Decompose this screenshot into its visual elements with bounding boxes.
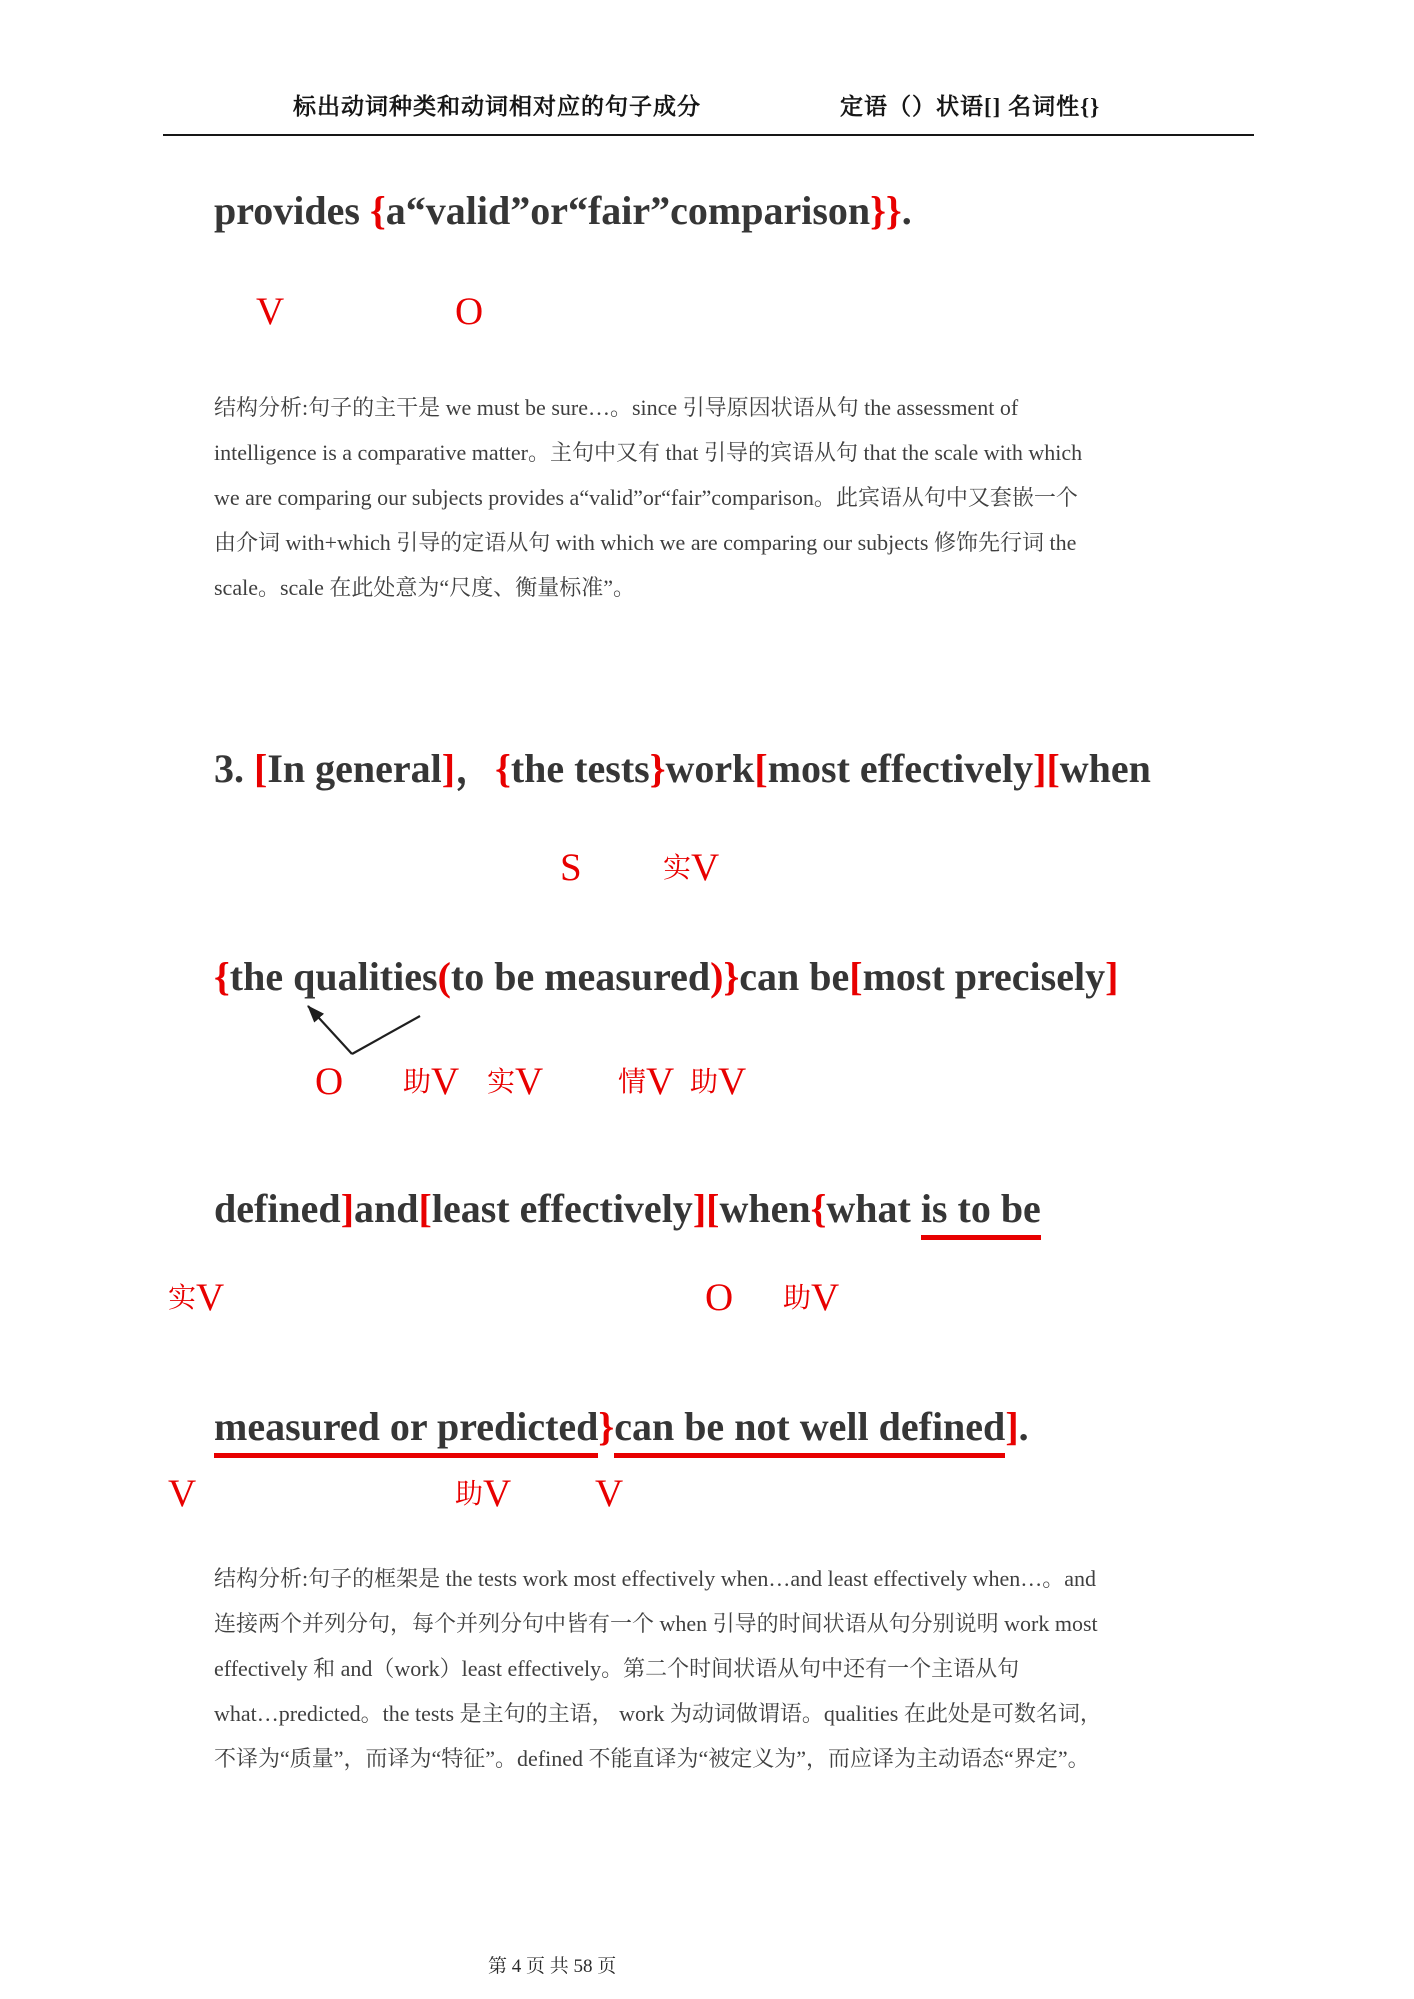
bracket-mark: }: [649, 746, 666, 791]
zhu-v-label-3: [783, 1278, 839, 1317]
v-char: V: [811, 1276, 840, 1319]
zhu-char: 助: [403, 1067, 432, 1098]
shi-char: 实: [168, 1283, 197, 1314]
bracket-mark: ]: [1105, 954, 1119, 999]
header-rule: [163, 134, 1254, 136]
bracket-mark: ]: [340, 1186, 355, 1231]
paragraph-line: 结构分析:句子的框架是 the tests work most effectively when…and least effectively when…。and: [214, 1566, 1097, 1591]
sentence-text: is to be: [921, 1186, 1041, 1240]
bracket-mark: {: [810, 1186, 827, 1231]
sentence-text: the qualities: [229, 954, 438, 999]
sentence-text: defined: [214, 1186, 341, 1231]
bracket-mark: ][: [692, 1186, 720, 1231]
sentence-text: ，: [455, 746, 496, 791]
paragraph-line: 结构分析:句子的主干是 we must be sure…。since 引导原因状语从句 the assessment of: [214, 395, 1019, 420]
zhu-v-label-4: [455, 1474, 511, 1513]
sentence-text: what: [826, 1186, 921, 1231]
zhu-char: 助: [783, 1283, 812, 1314]
v-char: V: [718, 1060, 747, 1103]
arrow-line-left: [308, 1006, 352, 1054]
sentence-text: least effectively: [431, 1186, 693, 1231]
v-char: V: [691, 846, 720, 889]
sentence-text: to be measured: [450, 954, 711, 999]
sentence-text: most effectively: [767, 746, 1034, 791]
paragraph-line: effectively 和 and（work）least effectively。第二个时间状语从句中还有一个主语从句: [214, 1656, 1020, 1681]
paragraph-line: intelligence is a comparative matter。主句中又有 that 引导的宾语从句 that the scale with which: [214, 440, 1083, 465]
bracket-mark: {: [369, 188, 386, 233]
subject-label: S: [560, 846, 582, 889]
verb-label-3: V: [595, 1472, 624, 1515]
bracket-mark: {: [214, 954, 230, 999]
shi-char: 实: [663, 853, 692, 884]
object-label-3: O: [705, 1276, 734, 1319]
sentence-text: a“valid”or“fair”comparison: [385, 188, 871, 233]
bracket-mark: }}: [870, 188, 902, 233]
paragraph-line: 由介词 with+which 引导的定语从句 with which we are comparing our subjects 修饰先行词 the: [214, 530, 1077, 555]
paragraph-line: 不译为“质量”，而译为“特征”。defined 不能直译为“被定义为”，而应译为主动语态“界定”。: [214, 1746, 1090, 1771]
paragraph-line: 连接两个并列分句，每个并列分句中皆有一个 when 引导的时间状语从句分别说明 work most: [214, 1611, 1098, 1636]
bracket-mark: [: [754, 746, 768, 791]
sentence-text: most precisely: [862, 954, 1106, 999]
sentence-text: can be: [739, 954, 850, 999]
bracket-mark: }: [598, 1404, 615, 1449]
qing-v-label: [618, 1062, 674, 1101]
sentence-text: work: [665, 746, 755, 791]
bracket-mark: {: [495, 746, 511, 791]
bracket-mark: )}: [710, 954, 740, 999]
shi-char: 实: [487, 1067, 516, 1098]
shi-v-label-3: [168, 1278, 224, 1317]
v-char: V: [196, 1276, 225, 1319]
bracket-mark: ][: [1033, 746, 1060, 791]
paragraph-line: scale。scale 在此处意为“尺度、衡量标准”。: [214, 575, 635, 600]
page-footer: 第 4 页 共 58 页: [488, 1956, 617, 1977]
v-char: V: [646, 1060, 675, 1103]
analysis-paragraph-2: [214, 1556, 1102, 1781]
sentence-3-line-4: [214, 1404, 1029, 1450]
arrow-line-right: [352, 1016, 420, 1054]
sentence-text: .: [1018, 1404, 1029, 1449]
sentence-text: In general: [267, 746, 442, 791]
analysis-paragraph-1: [214, 385, 1082, 610]
sentence-3-line-1: [214, 746, 1151, 792]
bracket-mark: ]: [1005, 1404, 1019, 1449]
verb-label: V: [256, 290, 285, 333]
bracket-mark: ]: [441, 746, 456, 791]
sentence-text: when: [1059, 746, 1151, 791]
sentence-text: can be not well defined: [614, 1404, 1005, 1458]
shi-v-label-2: [487, 1062, 543, 1101]
sentence-2-line: [214, 188, 912, 234]
bracket-mark: [: [254, 746, 268, 791]
object-label: O: [455, 290, 484, 333]
annotation-arrow: [280, 988, 470, 1068]
zhu-char: 助: [690, 1067, 719, 1098]
verb-label-2: V: [168, 1472, 197, 1515]
v-char: V: [431, 1060, 460, 1103]
bracket-mark: [: [849, 954, 863, 999]
v-char: V: [483, 1472, 512, 1515]
zhu-v-label-1: [403, 1062, 459, 1101]
header-title-left: 标出动词种类和动词相对应的句子成分: [293, 94, 701, 119]
object-label-2: O: [315, 1060, 344, 1103]
sentence-text: measured or predicted: [214, 1404, 598, 1458]
bracket-mark: [: [418, 1186, 432, 1231]
sentence-text: and: [354, 1186, 419, 1231]
sentence-text: the tests: [510, 746, 650, 791]
sentence-3-line-3: [214, 1186, 1041, 1232]
bracket-mark: (: [437, 954, 451, 999]
sentence-text: 3.: [214, 746, 254, 791]
sentence-text: when: [719, 1186, 811, 1231]
sentence-text: provides: [214, 188, 370, 233]
paragraph-line: what…predicted。the tests 是主句的主语， work 为动词做谓语。qualities 在此处是可数名词，: [214, 1701, 1102, 1726]
paragraph-line: we are comparing our subjects provides a“valid”or“fair”comparison。此宾语从句中又套嵌一个: [214, 485, 1078, 510]
zhu-char: 助: [455, 1479, 484, 1510]
v-char: V: [515, 1060, 544, 1103]
header-legend-right: 定语（）状语[] 名词性{}: [840, 94, 1101, 119]
qing-char: 情: [618, 1067, 647, 1098]
sentence-text: .: [901, 188, 912, 233]
zhu-v-label-2: [690, 1062, 746, 1101]
shi-v-label: [663, 848, 719, 887]
